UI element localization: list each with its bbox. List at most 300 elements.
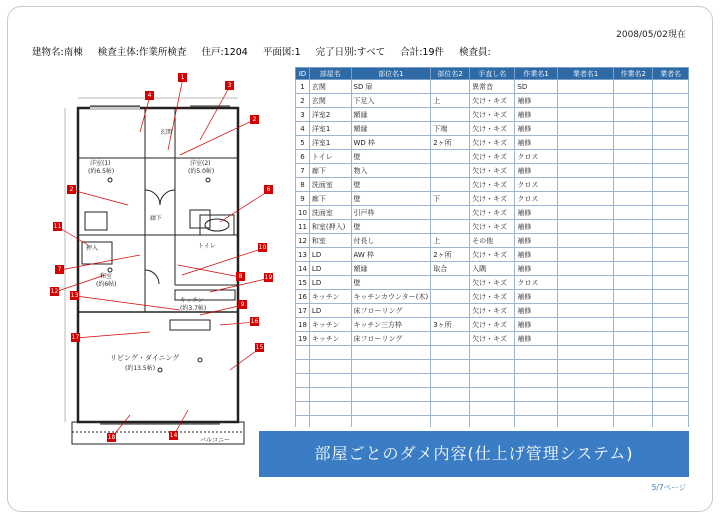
room-label-japanese-size: (約6帖) <box>96 281 117 288</box>
table-cell <box>557 234 614 248</box>
table-row-empty <box>296 416 689 428</box>
table-cell <box>515 346 557 360</box>
table-cell: 2ヶ所 <box>431 248 470 262</box>
table-cell: 欠け・キズ <box>470 290 515 304</box>
table-cell <box>614 290 653 304</box>
table-cell: 壁 <box>351 150 431 164</box>
table-cell: 17 <box>296 304 310 318</box>
table-cell: 廊下 <box>309 164 351 178</box>
table-cell <box>431 220 470 234</box>
defect-marker[interactable]: 11 <box>53 223 62 230</box>
table-cell: 補修 <box>515 318 557 332</box>
table-cell: 下端 <box>431 122 470 136</box>
table-row-empty <box>296 402 689 416</box>
table-cell: 玄関 <box>309 80 351 94</box>
table-cell: 10 <box>296 206 310 220</box>
defect-marker[interactable]: 14 <box>169 432 178 439</box>
table-cell: 洋室1 <box>309 136 351 150</box>
table-cell: 洋室1 <box>309 122 351 136</box>
table-cell: 床フローリング <box>351 304 431 318</box>
table-cell <box>557 290 614 304</box>
table-cell <box>557 122 614 136</box>
table-cell: キッチン三方枠 <box>351 318 431 332</box>
table-cell: 上 <box>431 234 470 248</box>
table-cell <box>470 388 515 402</box>
table-cell <box>653 416 689 428</box>
table-cell <box>431 304 470 318</box>
table-cell <box>431 388 470 402</box>
table-cell: クロス <box>515 150 557 164</box>
table-cell <box>614 416 653 428</box>
table-cell <box>557 178 614 192</box>
table-cell: 11 <box>296 220 310 234</box>
defect-marker[interactable]: 2 <box>250 115 259 124</box>
table-cell <box>614 262 653 276</box>
table-cell <box>653 318 689 332</box>
table-cell <box>653 360 689 374</box>
table-cell: 欠け・キズ <box>470 192 515 206</box>
table-cell <box>653 178 689 192</box>
table-cell: 19 <box>296 332 310 346</box>
table-cell: 欠け・キズ <box>470 220 515 234</box>
table-cell <box>653 206 689 220</box>
table-cell <box>515 416 557 428</box>
table-cell: 欠け・キズ <box>470 150 515 164</box>
table-row[interactable] <box>296 122 689 136</box>
table-cell: 洋室2 <box>309 108 351 122</box>
table-cell: 引戸枠 <box>351 206 431 220</box>
table-cell: 8 <box>296 178 310 192</box>
table-cell <box>557 248 614 262</box>
report-date: 2008/05/02現在 <box>616 30 686 40</box>
table-cell <box>614 94 653 108</box>
table-cell: 欠け・キズ <box>470 318 515 332</box>
room-label-kitchen: キッチン <box>180 297 204 304</box>
table-row[interactable] <box>296 192 689 206</box>
floor-plan-number: 平面図:1 <box>262 47 301 58</box>
room-label-living: リビング・ダイニング <box>110 354 180 362</box>
table-cell <box>557 164 614 178</box>
table-cell: 床フローリング <box>351 332 431 346</box>
table-cell: クロス <box>515 178 557 192</box>
table-cell: 欠け・キズ <box>470 332 515 346</box>
table-header-row <box>296 68 689 80</box>
table-cell: 補修 <box>515 234 557 248</box>
defect-marker[interactable]: 15 <box>255 344 264 351</box>
table-cell: LD <box>309 304 351 318</box>
inspector-name: 検査員: <box>459 47 491 58</box>
table-cell: SD <box>515 80 557 94</box>
page-number: 5/7ページ <box>651 483 686 492</box>
table-cell <box>351 374 431 388</box>
table-cell: 物入 <box>351 164 431 178</box>
column-header[interactable]: 作業名2 <box>614 68 653 80</box>
column-header[interactable]: 手直し名 <box>470 68 515 80</box>
table-cell <box>309 416 351 428</box>
table-cell: SD 扉 <box>351 80 431 94</box>
table-cell <box>614 206 653 220</box>
table-cell: 上 <box>431 94 470 108</box>
table-cell <box>557 388 614 402</box>
defect-marker[interactable]: 16 <box>250 318 259 325</box>
table-cell <box>557 262 614 276</box>
table-cell <box>653 304 689 318</box>
table-row[interactable] <box>296 234 689 248</box>
table-cell <box>431 80 470 94</box>
room-label-living-size: (約13.5帖) <box>125 365 156 372</box>
table-cell: 補修 <box>515 220 557 234</box>
table-cell <box>309 374 351 388</box>
table-cell <box>431 402 470 416</box>
table-cell: トイレ <box>309 150 351 164</box>
table-cell: キッチン <box>309 290 351 304</box>
table-cell <box>515 402 557 416</box>
table-cell: 額縁 <box>351 262 431 276</box>
table-cell: 壁 <box>351 220 431 234</box>
table-cell <box>431 150 470 164</box>
table-cell <box>653 94 689 108</box>
column-header[interactable]: 業者名1 <box>557 68 614 80</box>
table-cell <box>653 248 689 262</box>
defect-marker[interactable]: 4 <box>145 91 154 100</box>
table-cell <box>351 402 431 416</box>
table-row[interactable] <box>296 150 689 164</box>
table-cell <box>614 164 653 178</box>
table-cell: 欠け・キズ <box>470 108 515 122</box>
table-cell <box>653 150 689 164</box>
table-cell: 補修 <box>515 164 557 178</box>
table-cell <box>653 388 689 402</box>
table-cell: 取合 <box>431 262 470 276</box>
table-cell <box>431 108 470 122</box>
table-cell <box>296 388 310 402</box>
table-cell: WD 枠 <box>351 136 431 150</box>
info-bar <box>32 44 503 58</box>
table-cell <box>557 136 614 150</box>
table-row[interactable] <box>296 318 689 332</box>
table-cell: 15 <box>296 276 310 290</box>
table-cell <box>653 402 689 416</box>
table-row[interactable] <box>296 206 689 220</box>
defect-marker[interactable]: 13 <box>70 292 79 299</box>
table-cell <box>653 192 689 206</box>
table-row[interactable] <box>296 164 689 178</box>
table-cell: 補修 <box>515 122 557 136</box>
table-cell: 欠け・キズ <box>470 304 515 318</box>
table-cell <box>557 346 614 360</box>
table-cell: 付長し <box>351 234 431 248</box>
table-cell <box>309 402 351 416</box>
table-cell: 補修 <box>515 206 557 220</box>
floor-plan <box>50 70 290 458</box>
table-cell: 額縁 <box>351 122 431 136</box>
table-cell <box>431 164 470 178</box>
inspector-org: 検査主体:作業所検査 <box>97 47 187 58</box>
table-cell <box>296 360 310 374</box>
table-cell <box>614 346 653 360</box>
table-cell <box>296 402 310 416</box>
table-cell <box>653 108 689 122</box>
table-row[interactable] <box>296 220 689 234</box>
table-row[interactable] <box>296 332 689 346</box>
table-cell <box>470 346 515 360</box>
table-cell <box>614 360 653 374</box>
defect-marker[interactable]: 2 <box>67 185 76 194</box>
table-cell: 廊下 <box>309 192 351 206</box>
table-cell: 壁 <box>351 276 431 290</box>
table-cell: 和室 <box>309 234 351 248</box>
table-cell <box>515 360 557 374</box>
table-cell: 5 <box>296 136 310 150</box>
defect-marker[interactable]: 6 <box>264 185 273 194</box>
room-label-western1-size: (約6.5帖) <box>88 168 115 175</box>
table-cell <box>653 164 689 178</box>
column-header[interactable]: 部位名2 <box>431 68 470 80</box>
table-cell <box>309 388 351 402</box>
table-cell <box>653 374 689 388</box>
table-cell <box>431 360 470 374</box>
table-cell: キッチン <box>309 332 351 346</box>
column-header[interactable]: 業者名 <box>653 68 689 80</box>
table-cell <box>557 304 614 318</box>
table-cell <box>557 416 614 428</box>
table-cell <box>431 206 470 220</box>
room-label-balcony: バルコニー <box>200 437 231 444</box>
table-cell: 3ヶ所 <box>431 318 470 332</box>
defect-marker[interactable]: 9 <box>238 300 247 309</box>
table-cell: 16 <box>296 290 310 304</box>
table-cell: LD <box>309 262 351 276</box>
table-cell <box>614 318 653 332</box>
table-row[interactable] <box>296 290 689 304</box>
unit-number: 住戸:1204 <box>201 47 248 58</box>
table-cell: 入隅 <box>470 262 515 276</box>
table-cell: 補修 <box>515 262 557 276</box>
column-header[interactable]: 部位名1 <box>351 68 431 80</box>
table-cell <box>653 122 689 136</box>
table-cell <box>614 122 653 136</box>
table-row[interactable] <box>296 262 689 276</box>
table-cell: 欠け・キズ <box>470 276 515 290</box>
room-label-western2: 洋室(2) <box>190 160 211 167</box>
table-cell <box>470 416 515 428</box>
table-cell <box>614 234 653 248</box>
table-cell <box>557 276 614 290</box>
table-cell <box>557 206 614 220</box>
table-cell: 下足入 <box>351 94 431 108</box>
table-cell <box>351 388 431 402</box>
table-row-empty <box>296 388 689 402</box>
table-row-empty <box>296 374 689 388</box>
table-cell: 補修 <box>515 94 557 108</box>
table-cell <box>614 332 653 346</box>
table-cell <box>614 248 653 262</box>
table-cell <box>351 360 431 374</box>
table-cell <box>653 234 689 248</box>
table-cell: 下 <box>431 192 470 206</box>
table-cell <box>470 374 515 388</box>
defect-marker[interactable]: 18 <box>107 434 116 441</box>
table-cell <box>470 360 515 374</box>
completion-filter: 完了日別:すべて <box>315 47 386 58</box>
table-cell <box>614 304 653 318</box>
table-cell <box>309 346 351 360</box>
table-cell <box>431 332 470 346</box>
table-cell <box>557 220 614 234</box>
table-cell: 7 <box>296 164 310 178</box>
room-label-western1: 洋室(1) <box>90 160 111 167</box>
table-cell <box>614 374 653 388</box>
table-cell <box>557 374 614 388</box>
table-row[interactable] <box>296 248 689 262</box>
table-cell <box>557 402 614 416</box>
table-cell: 6 <box>296 150 310 164</box>
defect-marker[interactable]: 10 <box>258 244 267 251</box>
defect-marker[interactable]: 7 <box>55 265 64 274</box>
table-row[interactable] <box>296 304 689 318</box>
table-cell: 洗面室 <box>309 178 351 192</box>
table-cell <box>653 80 689 94</box>
table-cell <box>653 290 689 304</box>
table-cell <box>296 374 310 388</box>
table-cell <box>614 402 653 416</box>
room-label-hall: 廊下 <box>150 215 163 222</box>
column-header[interactable]: 作業名1 <box>515 68 557 80</box>
table-cell: 2ヶ所 <box>431 136 470 150</box>
room-label-closet: 押入 <box>86 245 99 252</box>
table-cell: 欠け・キズ <box>470 178 515 192</box>
table-row[interactable] <box>296 94 689 108</box>
table-cell: 欠け・キズ <box>470 136 515 150</box>
defect-marker[interactable]: 3 <box>225 81 234 90</box>
table-cell <box>614 276 653 290</box>
table-cell: 和室(押入) <box>309 220 351 234</box>
table-row[interactable] <box>296 178 689 192</box>
table-cell: 額縁 <box>351 108 431 122</box>
column-header[interactable]: ID <box>296 68 310 80</box>
table-cell <box>557 360 614 374</box>
table-cell: 壁 <box>351 178 431 192</box>
table-cell: 補修 <box>515 290 557 304</box>
table-cell <box>431 276 470 290</box>
table-cell: 補修 <box>515 108 557 122</box>
table-cell <box>653 332 689 346</box>
table-cell: 1 <box>296 80 310 94</box>
table-cell: キッチンカウンター(木) <box>351 290 431 304</box>
table-cell <box>431 346 470 360</box>
banner-caption: 部屋ごとのダメ内容(仕上げ管理システム) <box>259 431 689 477</box>
table-cell: 3 <box>296 108 310 122</box>
defect-table-container <box>295 67 689 427</box>
table-row[interactable] <box>296 276 689 290</box>
table-cell: LD <box>309 248 351 262</box>
defect-marker[interactable]: 8 <box>236 272 245 281</box>
table-cell <box>614 80 653 94</box>
table-cell <box>557 80 614 94</box>
table-row[interactable] <box>296 80 689 94</box>
table-cell <box>557 192 614 206</box>
table-cell: LD <box>309 276 351 290</box>
table-cell <box>653 346 689 360</box>
table-cell <box>431 374 470 388</box>
table-cell: クロス <box>515 276 557 290</box>
table-row[interactable] <box>296 108 689 122</box>
defect-table <box>295 67 689 427</box>
room-label-western2-size: (約5.0帖) <box>188 168 215 175</box>
table-cell: 18 <box>296 318 310 332</box>
defect-marker[interactable]: 1 <box>178 73 187 82</box>
table-cell: 洗面室 <box>309 206 351 220</box>
table-row-empty <box>296 346 689 360</box>
table-cell: 13 <box>296 248 310 262</box>
table-cell <box>515 388 557 402</box>
column-header[interactable]: 部屋名 <box>309 68 351 80</box>
table-cell <box>614 220 653 234</box>
floor-plan-drawing <box>50 70 290 458</box>
table-cell: 欠け・キズ <box>470 94 515 108</box>
table-cell <box>557 332 614 346</box>
table-cell: 4 <box>296 122 310 136</box>
building-name: 建物名:南棟 <box>32 47 83 58</box>
table-cell <box>653 262 689 276</box>
table-cell <box>431 416 470 428</box>
room-label-kitchen-size: (約3.7帖) <box>180 305 207 312</box>
table-cell <box>470 402 515 416</box>
table-cell: キッチン <box>309 318 351 332</box>
room-label-entrance: 玄関 <box>160 129 173 136</box>
table-cell <box>296 346 310 360</box>
table-cell <box>614 108 653 122</box>
table-cell: 2 <box>296 94 310 108</box>
table-cell: AW 枠 <box>351 248 431 262</box>
table-cell: 補修 <box>515 304 557 318</box>
table-cell: 欠け・キズ <box>470 122 515 136</box>
table-cell: 補修 <box>515 332 557 346</box>
table-cell: クロス <box>515 192 557 206</box>
table-row-empty <box>296 360 689 374</box>
table-cell: 玄関 <box>309 94 351 108</box>
room-label-japanese: 和室 <box>100 273 113 280</box>
table-cell: 補修 <box>515 136 557 150</box>
table-cell: 壁 <box>351 192 431 206</box>
table-cell: 異常音 <box>470 80 515 94</box>
table-cell <box>351 416 431 428</box>
room-label-toilet: トイレ <box>198 243 216 250</box>
defect-marker[interactable]: 12 <box>50 288 59 295</box>
table-cell <box>351 346 431 360</box>
table-cell <box>557 94 614 108</box>
table-cell <box>557 150 614 164</box>
table-cell <box>653 220 689 234</box>
table-cell <box>614 178 653 192</box>
table-cell <box>653 276 689 290</box>
table-cell: 補修 <box>515 248 557 262</box>
table-cell <box>431 290 470 304</box>
table-cell <box>614 150 653 164</box>
table-cell: 9 <box>296 192 310 206</box>
table-cell <box>557 108 614 122</box>
table-cell <box>515 374 557 388</box>
table-cell <box>557 318 614 332</box>
table-cell <box>309 360 351 374</box>
table-cell <box>614 192 653 206</box>
table-cell <box>614 136 653 150</box>
table-cell: 14 <box>296 262 310 276</box>
defect-marker[interactable]: 17 <box>71 334 80 341</box>
table-cell: 欠け・キズ <box>470 164 515 178</box>
table-row[interactable] <box>296 136 689 150</box>
defect-marker[interactable]: 19 <box>264 274 273 281</box>
